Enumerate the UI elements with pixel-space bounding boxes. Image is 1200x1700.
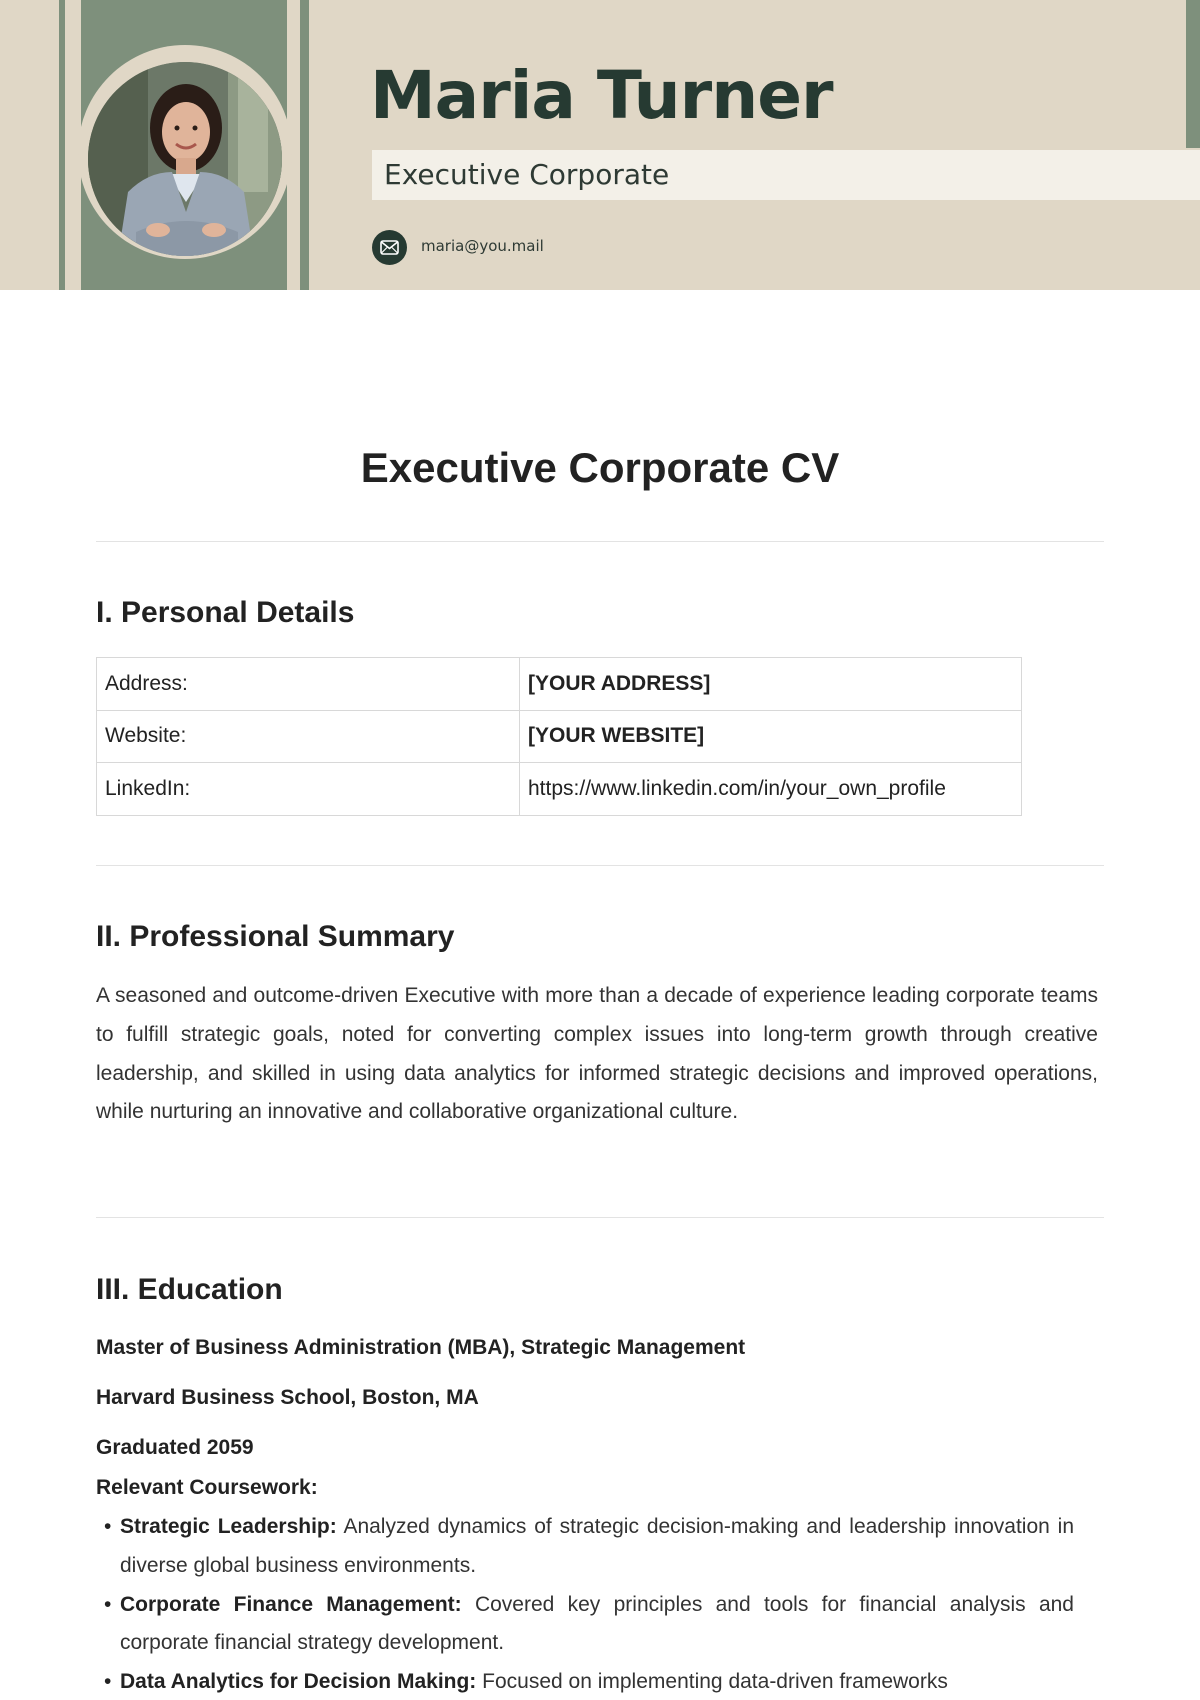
- school: Harvard Business School, Boston, MA: [96, 1386, 479, 1409]
- degree: Master of Business Administration (MBA), Strategic Management: [96, 1336, 746, 1359]
- email-icon: [372, 230, 407, 265]
- education-heading: III. Education: [96, 1273, 283, 1306]
- right-edge-accent: [1186, 0, 1200, 148]
- website-value: [YOUR WEBSITE]: [520, 710, 1022, 763]
- graduation-year: Graduated 2059: [96, 1436, 254, 1459]
- course-description: Focused on implementing data-driven frameworks: [476, 1670, 948, 1693]
- section-divider: [96, 1217, 1104, 1218]
- list-item: [96, 1586, 1074, 1663]
- course-title: Strategic Leadership:: [120, 1515, 337, 1538]
- address-label: Address:: [97, 658, 520, 711]
- address-value: [YOUR ADDRESS]: [520, 658, 1022, 711]
- table-row: [97, 710, 1022, 763]
- website-label: Website:: [97, 710, 520, 763]
- profile-photo: [88, 62, 282, 256]
- section-divider: [96, 865, 1104, 866]
- table-row: [97, 658, 1022, 711]
- professional-summary-heading: II. Professional Summary: [96, 920, 455, 953]
- personal-details-table: [96, 657, 1022, 816]
- coursework-label: Relevant Coursework:: [96, 1476, 318, 1499]
- professional-summary-text: A seasoned and outcome-driven Executive with more than a decade of experience leading corporate teams to fulfill strategic goals, noted for converting complex issues into long-term growth through creative leadership, and skilled in using data analytics for informed strategic decisions and improved operations, while nurturing an innovative and collaborative organizational culture.: [96, 984, 1098, 1124]
- document-title: Executive Corporate CV: [360, 444, 840, 491]
- course-title: Data Analytics for Decision Making:: [120, 1670, 477, 1693]
- cv-header: [0, 0, 1200, 290]
- course-title: Corporate Finance Management:: [120, 1592, 462, 1616]
- linkedin-label: LinkedIn:: [97, 763, 520, 816]
- table-row: [97, 763, 1022, 816]
- coursework-list: [96, 1508, 1074, 1700]
- profile-portrait-illustration: [88, 62, 282, 256]
- section-divider: [96, 541, 1104, 542]
- thin-sage-stripe: [300, 0, 307, 290]
- email-address[interactable]: maria@you.mail: [421, 237, 544, 255]
- course-description: Covered key principles and tools for financial analysis and corporate financial strategy development.: [120, 1592, 1074, 1654]
- course-description: Analyzed dynamics of strategic decision-making and leadership innovation in diverse global business environments.: [120, 1515, 1074, 1577]
- candidate-name: Maria Turner: [370, 57, 833, 134]
- list-item: [96, 1508, 1074, 1585]
- linkedin-value[interactable]: https://www.linkedin.com/in/your_own_profile: [520, 763, 1022, 816]
- job-title: Executive Corporate: [384, 158, 670, 191]
- personal-details-heading: I. Personal Details: [96, 596, 355, 629]
- list-item: [96, 1663, 1074, 1700]
